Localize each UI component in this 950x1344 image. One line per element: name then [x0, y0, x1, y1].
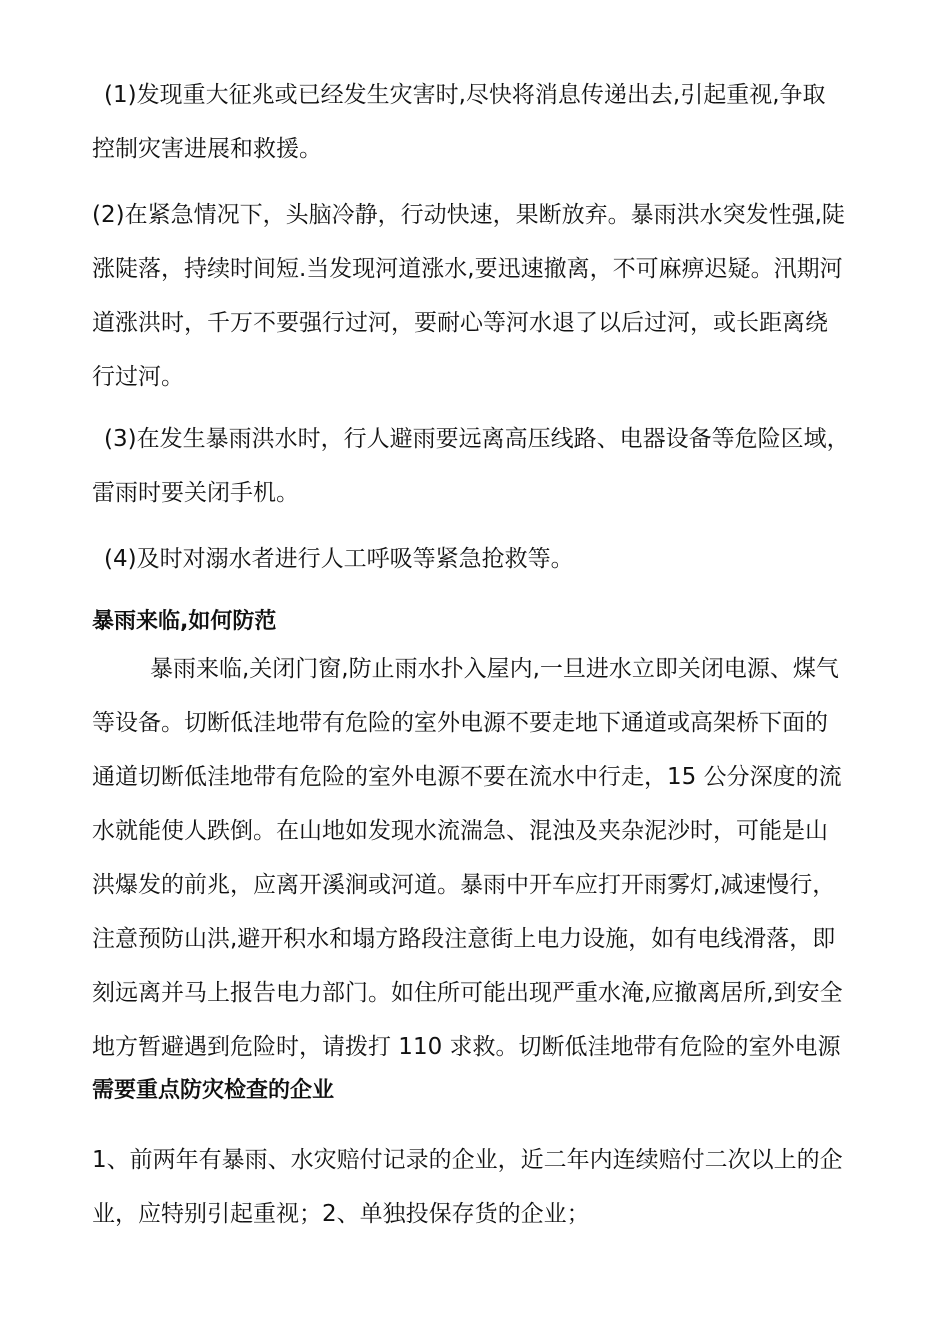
section-2	[92, 1071, 882, 1241]
text-line: (2)在紧急情况下，头脑冷静，行动快速，果断放弃。暴雨洪水突发性强,陡	[92, 202, 845, 228]
text-line: 雷雨时要关闭手机。	[92, 480, 299, 506]
section-heading: 需要重点防灾检查的企业	[92, 1078, 335, 1103]
text-line: (3)在发生暴雨洪水时，行人避雨要远离高压线路、电器设备等危险区域，	[104, 426, 850, 452]
text-line: 地方暂避遇到危险时，请拨打 110 求救。切断低洼地带有危险的室外电源	[92, 1034, 841, 1060]
text-line: 行过河。	[92, 364, 184, 390]
item-2	[92, 188, 882, 404]
text-line: 控制灾害进展和救援。	[92, 136, 322, 162]
text-line: 刻远离并马上报告电力部门。如住所可能出现严重水淹,应撤离居所,到安全	[92, 980, 843, 1006]
text-line: 道涨洪时，千万不要强行过河，要耐心等河水退了以后过河，或长距离绕	[92, 310, 828, 336]
text-line: 水就能使人跌倒。在山地如发现水流湍急、混浊及夹杂泥沙时，可能是山	[92, 818, 828, 844]
section-heading: 暴雨来临,如何防范	[92, 609, 277, 634]
text-line: 等设备。切断低洼地带有危险的室外电源不要走地下通道或高架桥下面的	[92, 710, 828, 736]
text-line: 注意预防山洪,避开积水和塌方路段注意街上电力设施，如有电线滑落，即	[92, 926, 836, 952]
text-line: 1、前两年有暴雨、水灾赔付记录的企业，近二年内连续赔付二次以上的企	[92, 1147, 843, 1173]
text-line: (4)及时对溺水者进行人工呼吸等紧急抢救等。	[104, 546, 574, 572]
item-4	[92, 532, 882, 586]
item-3	[92, 412, 882, 520]
text-line: 暴雨来临,关闭门窗,防止雨水扑入屋内,一旦进水立即关闭电源、煤气	[150, 656, 839, 682]
text-line: 业，应特别引起重视；2、单独投保存货的企业；	[92, 1201, 590, 1227]
section-1	[92, 602, 882, 1074]
item-1	[92, 68, 882, 176]
text-line: 涨陡落，持续时间短.当发现河道涨水,要迅速撤离，不可麻痹迟疑。汛期河	[92, 256, 843, 282]
text-line: 洪爆发的前兆，应离开溪涧或河道。暴雨中开车应打开雨雾灯,减速慢行，	[92, 872, 836, 898]
text-line: (1)发现重大征兆或已经发生灾害时,尽快将消息传递出去,引起重视,争取	[104, 82, 826, 108]
text-line: 通道切断低洼地带有危险的室外电源不要在流水中行走，15 公分深度的流	[92, 764, 842, 790]
